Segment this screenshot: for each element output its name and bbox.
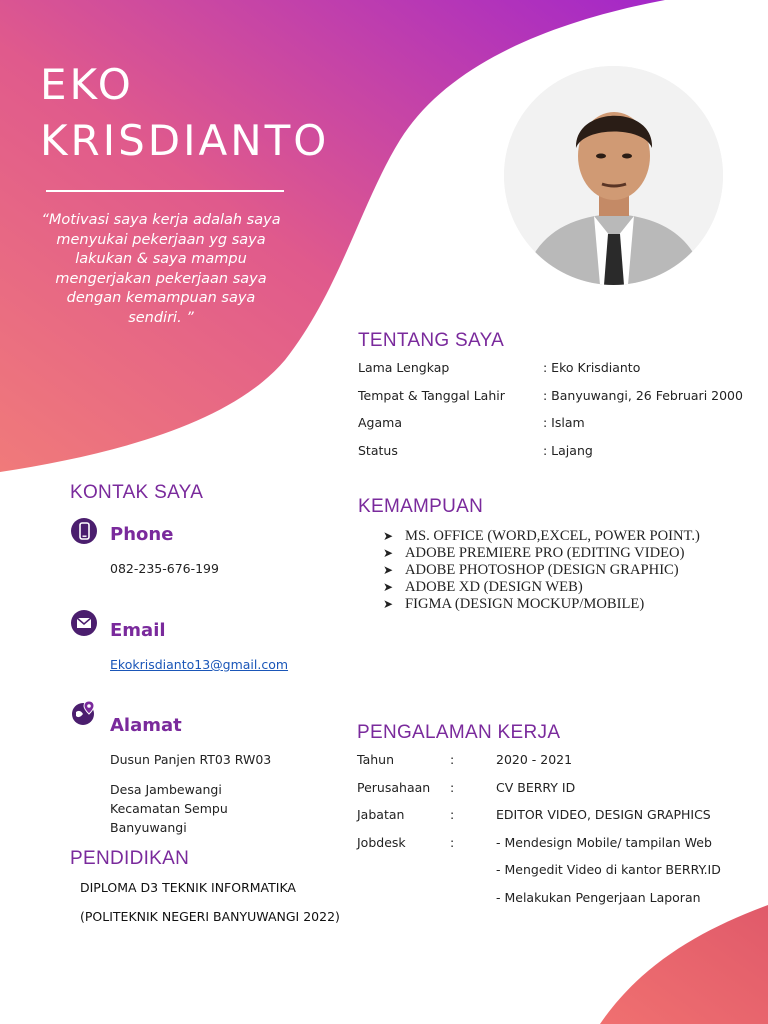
skill-item: ➤ ADOBE PREMIERE PRO (EDITING VIDEO) [383,545,685,561]
email-link[interactable]: Ekokrisdianto13@gmail.com [110,657,289,672]
about-label-status: Status [358,443,398,458]
location-icon [71,700,97,726]
about-value-religion: : Islam [543,415,585,430]
skill-item: ➤ ADOBE XD (DESIGN WEB) [383,579,583,595]
about-label-religion: Agama [358,415,402,430]
phone-icon [71,518,97,544]
phone-number[interactable]: 082-235-676-199 [110,561,219,576]
motivation-quote: “Motivasi saya kerja adalah saya menyukai pekerjaan yg saya lakukan & saya mampu mengerjakan pekerjaan saya dengan kemampuan saya sendiri. ” [41,212,281,326]
experience-value-year: 2020 - 2021 [496,752,573,767]
experience-label-company: Perusahaan [357,780,431,795]
arrow-bullet-icon: ➤ [383,546,394,560]
experience-colon: : [450,835,455,850]
experience-label-jobdesk: Jobdesk [357,835,406,850]
name-divider [46,190,284,192]
education-school: (POLITEKNIK NEGERI BANYUWANGI 2022) [80,909,340,924]
about-label-birth: Tempat & Tanggal Lahir [358,388,505,403]
footer-wave [600,905,768,1024]
address-line: Dusun Panjen RT03 RW03 [110,752,272,767]
skills-title: KEMAMPUAN [358,496,484,517]
email-icon [71,610,97,636]
about-value-birth: : Banyuwangi, 26 Februari 2000 [543,388,743,403]
about-title: TENTANG SAYA [358,330,505,351]
about-value-name: : Eko Krisdianto [543,360,641,375]
address-line: Desa Jambewangi [110,782,222,797]
experience-colon: : [450,780,455,795]
skill-item: ➤ MS. OFFICE (WORD,EXCEL, POWER POINT.) [383,528,700,544]
profile-photo [504,66,723,285]
email-label: Email [110,620,166,641]
last-name: KRISDIANTO [40,116,330,165]
jobdesk-item: - Mengedit Video di kantor BERRY.ID [496,862,721,877]
address-line: Kecamatan Sempu [110,801,228,816]
phone-label: Phone [110,524,174,545]
experience-value-position: EDITOR VIDEO, DESIGN GRAPHICS [496,807,711,822]
arrow-bullet-icon: ➤ [383,563,394,577]
arrow-bullet-icon: ➤ [383,580,394,594]
experience-value-company: CV BERRY ID [496,780,576,795]
about-label-name: Lama Lengkap [358,360,450,375]
address-label: Alamat [110,715,182,736]
first-name: EKO [40,60,134,109]
arrow-bullet-icon: ➤ [383,597,394,611]
experience-label-position: Jabatan [357,807,405,822]
skill-item: ➤ FIGMA (DESIGN MOCKUP/MOBILE) [383,596,645,612]
experience-colon: : [450,752,455,767]
experience-label-year: Tahun [357,752,394,767]
arrow-bullet-icon: ➤ [383,529,394,543]
contact-title: KONTAK SAYA [70,482,204,503]
skills-list [383,528,700,613]
experience-title: PENGALAMAN KERJA [357,722,561,743]
experience-colon: : [450,807,455,822]
jobdesk-item: - Melakukan Pengerjaan Laporan [496,890,701,905]
experience-value-jobdesk: - Mendesign Mobile/ tampilan Web [496,835,712,850]
skill-item: ➤ ADOBE PHOTOSHOP (DESIGN GRAPHIC) [383,562,679,578]
address-line: Banyuwangi [110,820,187,835]
education-degree: DIPLOMA D3 TEKNIK INFORMATIKA [80,880,296,895]
about-value-status: : Lajang [543,443,593,458]
education-title: PENDIDIKAN [70,848,190,869]
